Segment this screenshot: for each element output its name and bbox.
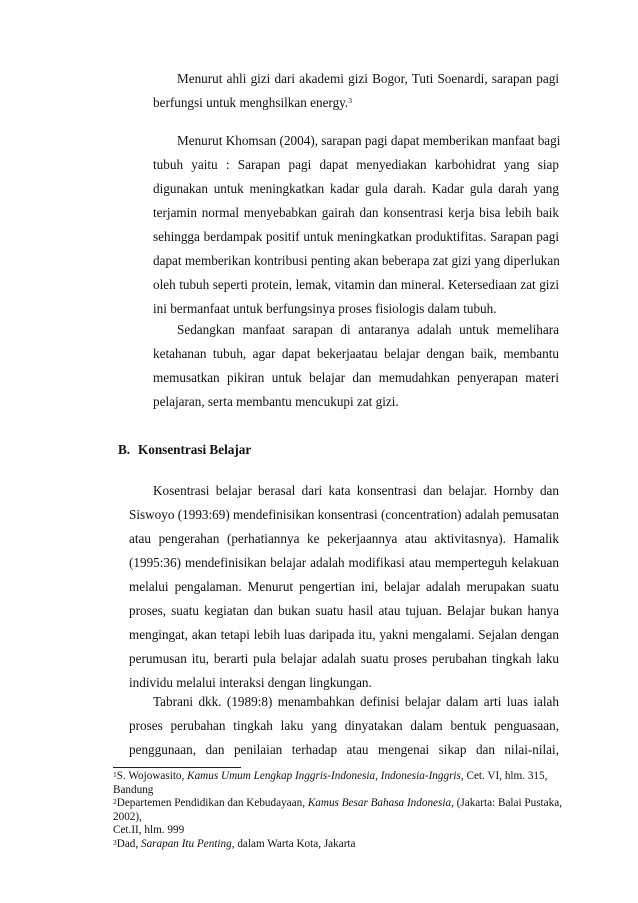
text-line: penggunaan, dan penilaian terhadap atau mengenai sikap dan nilai-nilai, bbox=[129, 742, 559, 757]
section-title: Konsentrasi Belajar bbox=[138, 442, 252, 457]
footnote-text: Departemen Pendidikan dan Kebudayaan, bbox=[116, 797, 308, 809]
text-line: Kosentrasi belajar berasal dari kata konsentrasi dan belajar. Hornby dan bbox=[153, 483, 559, 498]
section-letter: B. bbox=[118, 442, 131, 457]
footnote-number: 2 bbox=[113, 797, 117, 806]
text-line: atau pengerahan (perhatiannya ke pekerjaannya atau aktivitasnya). Hamalik bbox=[129, 531, 559, 546]
text-line: tubuh yaitu : Sarapan pagi dapat menyediakan karbohidrat yang siap bbox=[153, 157, 559, 172]
text-line: ketahanan tubuh, agar dapat bekerjaatau belajar dengan baik, membantu bbox=[153, 346, 559, 361]
footnotes bbox=[113, 770, 573, 851]
text-line: Sedangkan manfaat sarapan di antaranya adalah untuk memelihara bbox=[177, 322, 559, 337]
text-line: Siswoyo (1993:69) mendefinisikan konsentrasi (concentration) adalah pemusatan bbox=[129, 507, 559, 522]
text-line: proses, suatu kegiatan dan bukan suatu hasil atau tujuan. Belajar bukan hanya bbox=[129, 603, 559, 618]
footnote-3 bbox=[113, 838, 573, 852]
paragraph-tabrani bbox=[129, 690, 559, 762]
text-line: ini bermanfaat untuk berfungsinya proses fisiologis dalam tubuh. bbox=[153, 301, 497, 316]
footnote-title: Sarapan Itu Penting bbox=[140, 837, 232, 850]
footnote-ref: 3 bbox=[348, 96, 352, 105]
footnote-text: , (Jakarta: Balai Pustaka, 2002), bbox=[113, 797, 562, 823]
footnote-text: , dalam Warta Kota, Jakarta bbox=[231, 837, 356, 850]
footnote-2-continued: Cet.II, hlm. 999 bbox=[113, 824, 185, 836]
text-line: proses perubahan tingkah laku yang dinyatakan dalam bentuk penguasaan, bbox=[129, 718, 559, 733]
section-heading bbox=[118, 442, 251, 458]
paragraph-breakfast-benefits bbox=[153, 318, 559, 414]
text-line: (1995:36) mendefinisikan belajar adalah modifikasi atau memperteguh kelakuan bbox=[129, 555, 559, 570]
text-line: melalui pengalaman. Menurut pengertian ini, belajar adalah merupakan suatu bbox=[129, 579, 559, 594]
text-line: terjamin normal menyebabkan gairah dan konsentrasi kerja bisa lebih baik bbox=[153, 205, 559, 220]
text-line: Menurut ahli gizi dari akademi gizi Bogor, Tuti Soenardi, sarapan pagi bbox=[177, 71, 559, 86]
text-line: individu melalui interaksi dengan lingkungan. bbox=[129, 675, 372, 690]
text-line: mengingat, akan tetapi lebih luas daripada itu, yakni mengalami. Sejalan dengan bbox=[129, 627, 559, 642]
text-line: memusatkan pikiran untuk belajar dan memudahkan penyerapan materi bbox=[153, 370, 559, 385]
footnote-text: Dad, bbox=[116, 837, 141, 850]
text-fragment: berfungsi untuk menghsilkan energy. bbox=[153, 95, 349, 110]
footnote-title: Kamus Besar Bahasa Indonesia bbox=[307, 797, 452, 809]
text-line bbox=[153, 91, 559, 115]
footnote-text: , Cet. VI, hlm. 315, Bandung bbox=[113, 770, 548, 796]
text-line: sehingga berdampak positif untuk meningkatkan produktifitas. Sarapan pagi bbox=[153, 229, 559, 244]
paragraph-khomsan bbox=[153, 129, 559, 321]
text-line: digunakan untuk meningkatkan kadar gula darah. Kadar gula darah yang bbox=[153, 181, 559, 196]
paragraph-breakfast-energy bbox=[153, 67, 559, 115]
paragraph-concentration-definition bbox=[129, 479, 559, 695]
text-line: perumusan itu, berarti pula belajar adalah suatu proses perubahan tingkah laku bbox=[129, 651, 559, 666]
text-line: dapat memberikan kontribusi penting akan beberapa zat gizi yang diperlukan bbox=[153, 253, 560, 268]
text-line: Menurut Khomsan (2004), sarapan pagi dapat memberikan manfaat bagi bbox=[177, 133, 561, 148]
footnote-divider bbox=[113, 767, 241, 768]
text-line: Tabrani dkk. (1989:8) menambahkan definisi belajar dalam arti luas ialah bbox=[153, 694, 559, 709]
footnote-1 bbox=[113, 770, 573, 797]
footnote-number: 3 bbox=[113, 837, 117, 847]
text-line: oleh tubuh seperti protein, lemak, vitamin dan mineral. Ketersediaan zat gizi bbox=[153, 277, 559, 292]
footnote-text: S. Wojowasito, bbox=[116, 770, 188, 782]
footnote-number: 1 bbox=[113, 770, 117, 779]
footnote-2 bbox=[113, 797, 573, 824]
footnote-title: Kamus Umum Lengkap Inggris-Indonesia, Indonesia-Inggris bbox=[187, 770, 461, 782]
text-line: pelajaran, serta membantu mencukupi zat gizi. bbox=[153, 394, 399, 409]
